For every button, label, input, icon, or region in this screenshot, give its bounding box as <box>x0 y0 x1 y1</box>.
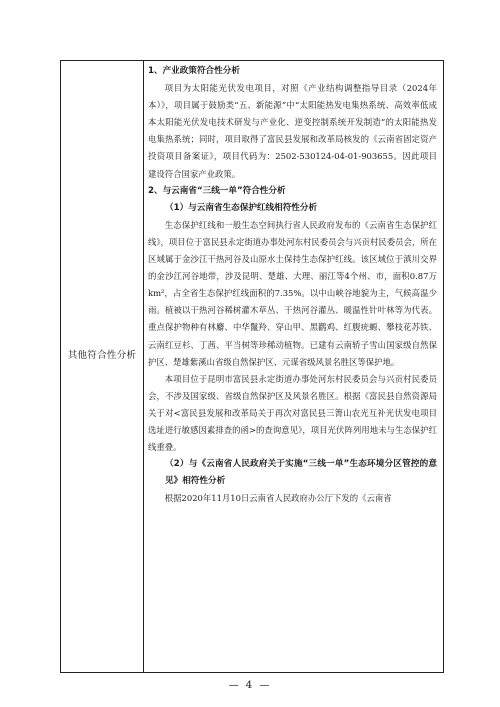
row-label: 其他符合性分析 <box>67 350 137 361</box>
analysis-content <box>148 63 437 507</box>
paragraph-zoning-control: 根据2020年11月10日云南省人民政府办公厅下发的《云南省 <box>164 493 392 504</box>
analysis-table <box>60 60 444 673</box>
subsection-heading-ecological-redline: （1）与云南省生态保护红线相符性分析 <box>165 202 318 213</box>
section-heading-industrial-policy: 1、产业政策符合性分析 <box>148 66 240 76</box>
paragraph-industrial-policy: 项目为太阳能光伏发电项目，对照《产业结构调整指导目录（2024年本）》，项目属于鼓励类“五、新能源”中“太阳能热发电集热系统、高效率低成本太阳能光伏发电技术研发与产业化、逆变控制系统开发制造”的太阳能热发电集热系统；同时，项目取得了富民县发展和改革局核发的《云南省固定资产投资项目备案证》，项目代码为：2502-530124-04-01-903655。因此项目建设符合国家产业政策。 <box>148 83 437 179</box>
paragraph-project-location: 本项目位于昆明市富民县永定街道办事处河东村民委员会与兴贡村民委员会，不涉及国家级、省级自然保护区及风景名胜区。根据《富民县自然资源局关于对<富民县发展和改革局关于再次对富民县三箐山农光互补光伏发电项目选址进行敏感因素排查的函>的查询意见》，项目光伏阵列用地未与生态保护红线重叠。 <box>148 373 437 453</box>
column-divider <box>143 61 144 672</box>
subsection-heading-zoning-control: （2）与《云南省人民政府关于实施“三线一单”生态环境分区管控的意见》相符性分析 <box>165 459 437 487</box>
section-heading-three-lines: 2、与云南省“三线一单”符合性分析 <box>148 185 286 196</box>
page-number: — 4 — <box>228 680 272 691</box>
paragraph-ecological-redline: 生态保护红线和一般生态空间执行省人民政府发布的《云南省生态保护红线》，项目位于富民县永定街道办事处河东村民委员会与兴贡村民委员会，所在区域属于金沙江干热河谷及山原水土保持生态保护红线。该区域位于滇川交界的金沙江河谷地带，涉及昆明、楚雄、大理、丽江等4个州、市，面积0.87万km²，占全省生态保护红线面积的7.35%。以中山峡谷地貌为主，气候高温少雨。植被以干热河谷稀树灌木草丛、干热河谷灌丛、暖温性针叶林等为代表。重点保护物种有林麝、中华鬣羚、穿山甲、黑鹳鸡、红腹疣螈、攀枝花苏铁、云南红豆杉、丁茜、平当树等珍稀动植物。已建有云南轿子雪山国家级自然保护区、楚雄紫溪山省级自然保护区、元谋省级风景名胜区等保护地。 <box>148 219 437 367</box>
